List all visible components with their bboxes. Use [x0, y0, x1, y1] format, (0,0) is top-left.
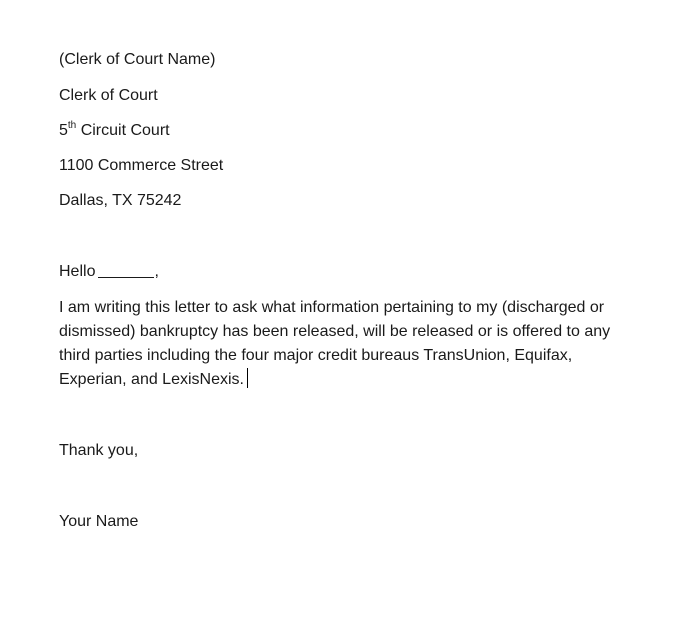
greeting-punctuation: ,: [154, 263, 159, 280]
recipient-blank: [98, 263, 154, 278]
greeting-text: Hello: [59, 263, 96, 280]
closing-line: Thank you,: [59, 442, 139, 459]
text-cursor: [247, 368, 248, 388]
street-address-line: 1100 Commerce Street: [59, 157, 224, 174]
body-line-last: [59, 368, 669, 392]
court-ordinal-number: 5: [59, 122, 68, 139]
clerk-title-line: Clerk of Court: [59, 87, 158, 104]
body-line: dismissed) bankruptcy has been released, will be released or is offered to any: [59, 323, 611, 340]
court-ordinal-suffix: th: [67, 119, 77, 131]
body-line: I am writing this letter to ask what information pertaining to my (discharged or: [59, 299, 605, 316]
body-line: Experian, and LexisNexis.: [59, 371, 244, 388]
clerk-name-line: (Clerk of Court Name): [59, 51, 216, 68]
court-name: Circuit Court: [76, 122, 170, 139]
body-line: third parties including the four major credit bureaus TransUnion, Equifax,: [59, 347, 573, 364]
greeting-line: [59, 260, 159, 284]
court-name-line: [59, 119, 170, 143]
body-paragraph: [59, 296, 669, 392]
signature-line: Your Name: [59, 513, 139, 530]
city-state-zip-line: Dallas, TX 75242: [59, 192, 182, 209]
